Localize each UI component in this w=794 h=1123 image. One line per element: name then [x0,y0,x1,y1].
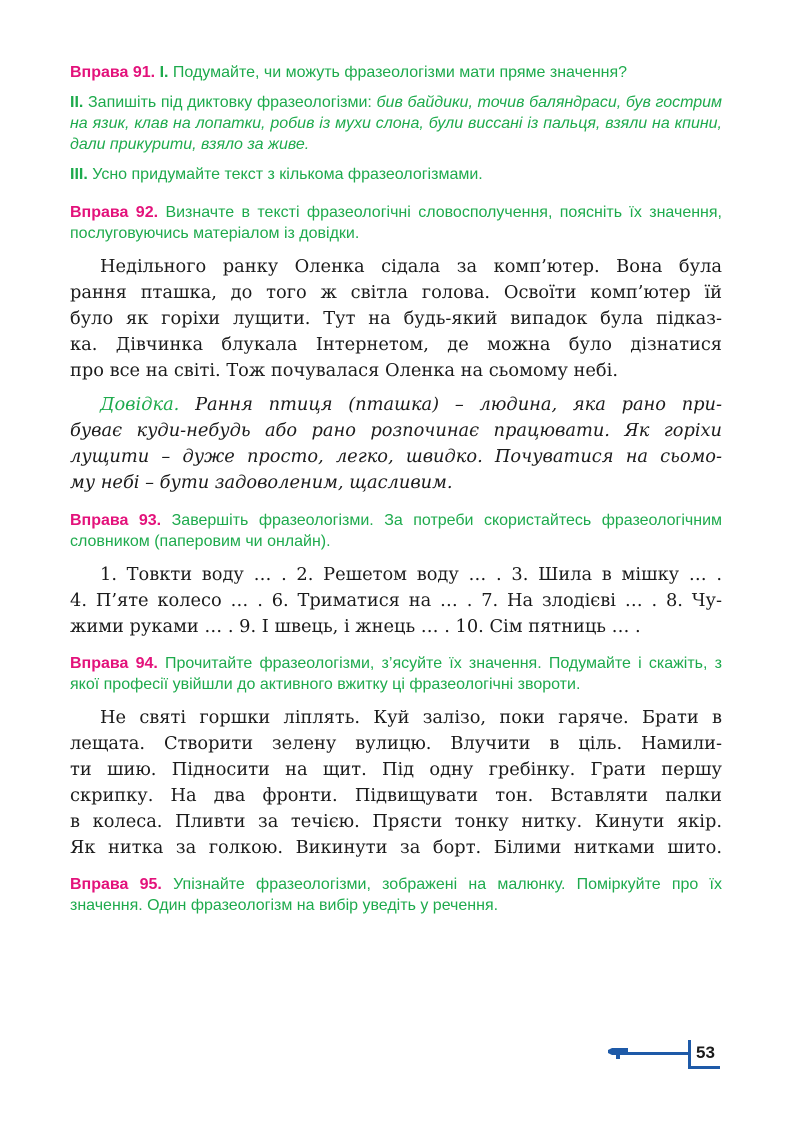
task-text: Упізнайте фразеологізми, зображені на малюнку. Поміркуйте про їх значення. Один фразеологізм на вибір уведіть у речення. [70,876,722,914]
text-line: жими руками … . 9. І швець, і жнець … . 10. Сім пятниць … . [70,616,641,637]
dictation-phrases: бив байдики, точив баляндраси, був гострим на язик, клав на лопатки, робив із мухи слона, були виссані із пальця, взяли на кпини, дали прикурити, взяло за живе. [70,94,723,153]
text-line: про все на світі. Тож почувалася Оленка на сьомому небі. [70,360,618,381]
text-line: лещата. Створити зелену вулицю. Влучити в ціль. Намили- [70,733,722,754]
task-text: Подумайте, чи можуть фразеологізми мати пряме значення? [172,64,628,81]
text-line: в колеса. Пливти за течією. Прясти тонку нитку. Кинути якір. [70,811,722,832]
ex91-part1 [70,62,722,83]
text-line: було як горіхи лущити. Тут на будь-який випадок була підказ- [70,308,722,329]
text-line: Недільного ранку Оленка сідала за комп’ютер. Вона була [100,256,722,277]
footer-rule-tick [688,1040,691,1068]
task-text: Визначте в тексті фразеологічні словосполучення, поясніть їх значення, послуговуючись матеріалом із довідки. [70,204,722,242]
footer-rule [620,1052,688,1055]
task-text: Прочитайте фразеологізми, з’ясуйте їх значення. Подумайте і скажіть, з якої професії увійшли до активного вжитку ці фразеологічні звороти. [70,655,722,693]
exercise-label: Вправа 92. [70,204,159,221]
ex91-part3 [70,164,722,185]
part-number: I. [159,64,169,81]
ex94-text [70,705,722,861]
ex95-task [70,874,722,916]
part-number: II. [70,94,84,111]
task-text: Завершіть фразеологізми. За потреби скористайтесь фразеологічним словником (паперовим чи онлайн). [70,512,723,550]
ex92-reference [70,392,722,496]
text-line: рання пташка, до того ж світла голова. Освоїти комп’ютер їй [70,282,722,303]
ex93-task [70,510,722,552]
page-number: 53 [696,1043,715,1062]
ex93-text [70,562,722,640]
reference-text: Рання птиця (пташка) – людина, яка рано при- [195,394,722,415]
text-line: ка. Дівчинка блукала Інтернетом, де можна було дізнатися [70,334,722,355]
page-content [70,62,722,916]
reference-line [70,392,722,418]
footer-rule-bottom [688,1066,720,1069]
reference-line: му небі – бути задоволеним, щасливим. [70,472,453,493]
ex91-part2 [70,92,722,155]
reference-line: лущити – дуже просто, легко, швидко. Почуватися на сьомо- [70,446,722,467]
task-text: Запишіть під диктовку фразеологізми: [88,94,372,111]
ex94-task [70,653,722,695]
ex92-text [70,254,722,384]
reference-label: Довідка. [100,394,180,415]
exercise-label: Вправа 93. [70,512,162,529]
part-number: III. [70,166,88,183]
text-line: скрипку. На два фронти. Підвищувати тон. Вставляти палки [70,785,722,806]
reference-line: буває куди-небудь або рано розпочинає працювати. Як горіхи [70,420,722,441]
text-line: ти шию. Підносити на щит. Під одну гребінку. Грати першу [70,759,722,780]
exercise-label: Вправа 95. [70,876,162,893]
exercise-label: Вправа 94. [70,655,158,672]
exercise-label: Вправа 91. [70,64,156,81]
text-line: Не святі горшки ліплять. Куй залізо, поки гаряче. Брати в [100,707,722,728]
text-line: Як нитка за голкою. Викинути за борт. Білими нитками шито. [70,837,722,858]
ex92-task [70,202,722,244]
text-line: 4. П’яте колесо … . 6. Триматися на … . 7. На злодієві … . 8. Чу- [70,590,722,611]
text-line: 1. Товкти воду … . 2. Решетом воду … . 3. Шила в мішку … . [100,564,722,585]
task-text: Усно придумайте текст з кількома фразеологізмами. [92,166,483,183]
